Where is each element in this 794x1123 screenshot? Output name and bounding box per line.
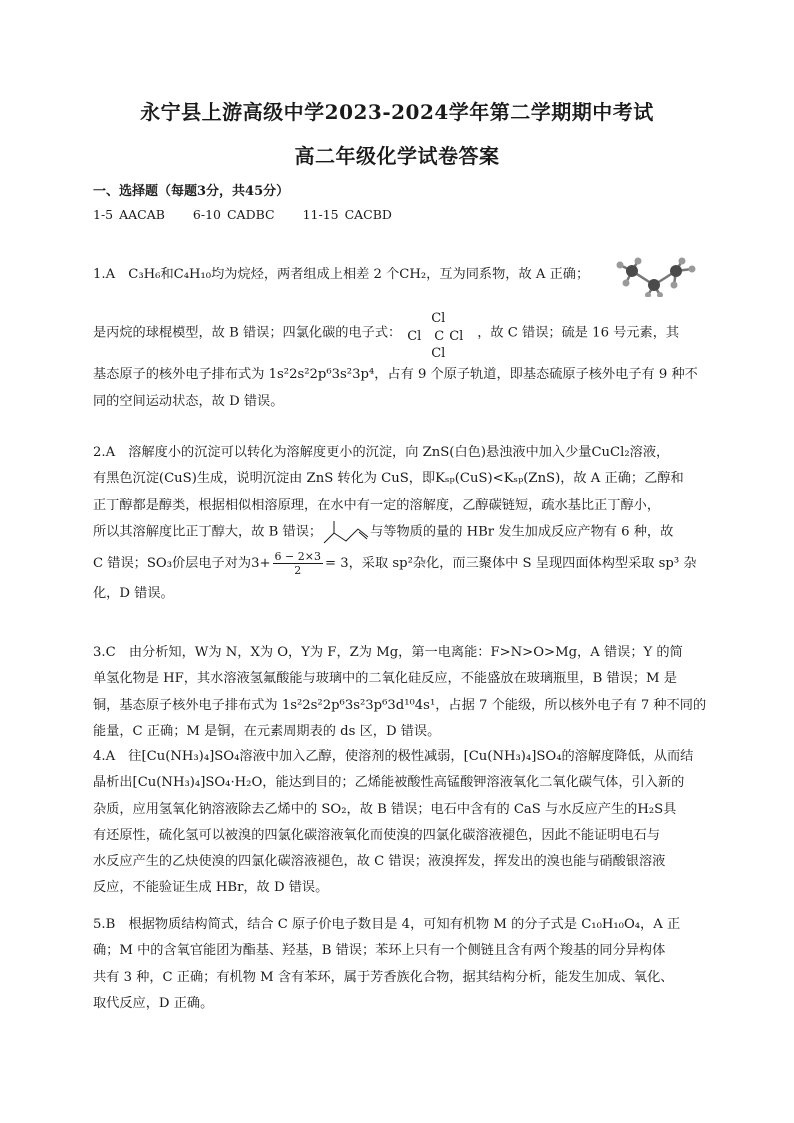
- answer-key: [93, 207, 414, 222]
- lewis-atom: Cl: [431, 346, 446, 362]
- q2-line: [93, 550, 705, 577]
- q3-line: 能量，C 正确；M 是铜，在元素周期表的 ds 区，D 错误。: [93, 723, 441, 739]
- q2-text: = 3，采取 sp²杂化，而三聚体中 S 呈现四面体构型采取 sp³ 杂: [324, 555, 697, 571]
- question-1-explanation: [93, 262, 705, 415]
- document-subtitle: 高二年级化学试卷答案: [294, 144, 500, 168]
- q1-text: 是丙烷的球棍模型，故 B 错误；四氯化碳的电子式：: [93, 325, 402, 341]
- answer-key-group: 6-10 CADBC: [192, 207, 275, 222]
- q3-line: 铜，基态原子核外电子排布式为 1s²2s²2p⁶3s²3p⁶3d¹⁰4s¹，占据 7 个能级，所以核外电子有 7 种不同的: [93, 697, 707, 713]
- q1-line: 1.A C₃H₆和C₄H₁₀均为烷烃，两者组成上相差 2 个CH₂，互为同系物，故 A 正确；: [93, 267, 590, 282]
- q4-line: 4.A 往[Cu(NH₃)₄]SO₄溶液中加入乙醇，使溶剂的极性减弱，[Cu(NH₃)₄]SO₄的溶解度降低，从而结: [93, 749, 694, 764]
- q4-line: 水反应产生的乙炔使溴的四氯化碳溶液褪色，故 C 错误；液溴挥发，挥发出的溴也能与硝酸银溶液: [93, 854, 666, 870]
- question-4-explanation: [93, 744, 705, 902]
- q2-line: 有黑色沉淀(CuS)生成，说明沉淀由 ZnS 转化为 CuS，即Kₛₚ(CuS)<Kₛₚ(ZnS)，故 A 正确；乙醇和: [93, 471, 684, 487]
- lewis-atom: Cl: [431, 311, 446, 327]
- q1-text: ，故 C 错误；硫是 16 号元素，其: [477, 325, 680, 341]
- q2-line: 正丁醇都是醇类，根据相似相溶原理，在水中有一定的溶解度，乙醇碳链短，疏水基比正丁醇小，: [93, 497, 661, 513]
- q4-line: 晶析出[Cu(NH₃)₄]SO₄·H₂O，能达到目的；乙烯能被酸性高锰酸钾溶液氧化二氧化碳气体，引入新的: [93, 775, 685, 791]
- fraction-denominator: 2: [294, 563, 302, 577]
- section-heading: 一、选择题（每题3分，共45分）: [93, 184, 290, 199]
- q5-line: 共有 3 种，C 正确；有机物 M 含有苯环，属于芳香族化合物，据其结构分析，能发生加成、氧化、: [93, 969, 674, 985]
- document-title: 永宁县上游高级中学2023-2024学年第二学期期中考试: [140, 100, 654, 124]
- q1-line: 同的空间运动状态，故 D 错误。: [93, 393, 284, 409]
- lewis-atom: Cl: [449, 329, 464, 345]
- answer-key-group: 1-5 AACAB: [93, 207, 165, 222]
- q4-line: 杂质，应用氢氧化钠溶液除去乙烯中的 SO₂，故 B 错误；电石中含有的 CaS 与水反应产生的H₂S具: [93, 801, 677, 817]
- diene-skeletal-structure: [322, 519, 370, 545]
- q5-line: 5.B 根据物质结构简式，结合 C 原子价电子数目是 4，可知有机物 M 的分子式是 C₁₀H₁₀O₄，A 正: [93, 917, 681, 932]
- q2-line: 化，D 错误。: [93, 585, 174, 601]
- lewis-atom: Cl: [407, 329, 422, 345]
- q2-text: C 错误；SO₃价层电子对为3+: [93, 555, 271, 571]
- answer-key-group: 11-15 CACBD: [302, 207, 392, 222]
- q3-line: 单氢化物是 HF，其水溶液氢氟酸能与玻璃中的二氧化硅反应，不能盛放在玻璃瓶里，B 错误；M 是: [93, 671, 677, 687]
- q3-line: 3.C 由分析知，W为 N，X为 O，Y为 F，Z为 Mg，第一电离能：F>N>O>Mg，A 错误；Y 的简: [93, 645, 683, 660]
- q2-line: 2.A 溶解度小的沉淀可以转化为溶解度更小的沉淀，向 ZnS(白色)悬浊液中加入少量CuCl₂溶液，: [93, 445, 670, 460]
- q5-line: 确；M 中的含氧官能团为酯基、羟基，B 错误；苯环上只有一个侧链且含有两个羧基的同分异构体: [93, 943, 666, 959]
- lewis-atom: C: [434, 329, 445, 345]
- question-3-explanation: [93, 640, 705, 745]
- q4-line: 有还原性，硫化氢可以被溴的四氯化碳溶液氧化而使溴的四氯化碳溶液褪色，因此不能证明电石与: [93, 827, 661, 843]
- q2-text: 与等物质的量的 HBr 发生加成反应产物有 6 种，故: [370, 524, 674, 540]
- fraction-numerator: 6 − 2×3: [274, 549, 321, 563]
- q2-text: 所以其溶解度比正丁醇大，故 B 错误；: [93, 524, 323, 540]
- q2-line: [93, 519, 705, 546]
- q1-line: 基态原子的核外电子排布式为 1s²2s²2p⁶3s²3p⁴，占有 9 个原子轨道，即基态硫原子核外电子有 9 种不: [93, 367, 698, 383]
- q1-line: [93, 310, 705, 362]
- q5-line: 取代反应，D 正确。: [93, 995, 214, 1011]
- ccl4-electron-formula: [407, 310, 471, 362]
- question-2-explanation: [93, 440, 705, 607]
- question-5-explanation: [93, 912, 705, 1017]
- q4-line: 反应，不能验证生成 HBr，故 D 错误。: [93, 880, 329, 896]
- fraction: [273, 550, 323, 577]
